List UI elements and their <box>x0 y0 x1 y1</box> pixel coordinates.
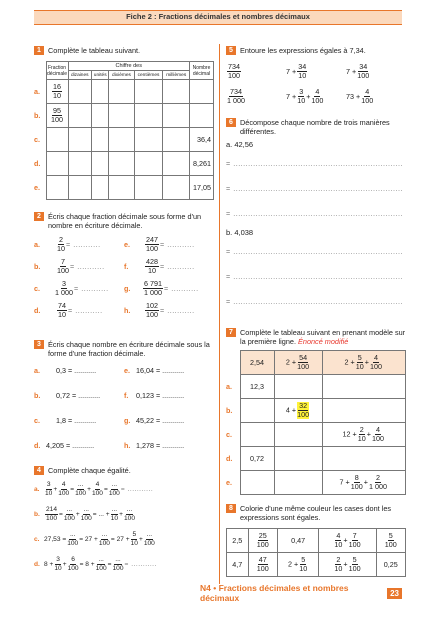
list-item: h. $\frac{102}{100}$ = ........... <box>124 301 195 319</box>
color-cell[interactable]: 2,5 <box>227 529 249 553</box>
fraction-cell[interactable] <box>46 152 68 176</box>
table-row <box>34 128 214 152</box>
decimal-cell: 17,05 <box>190 176 214 200</box>
exercise-1 <box>34 46 214 200</box>
answer-cell[interactable] <box>240 423 274 447</box>
list-item: f. $\frac{428}{10}$ = ........... <box>124 257 195 275</box>
modified-note: Énoncé modifié <box>298 337 349 346</box>
exercise-title: Écris chaque fraction décimale sous forme d'un nombre en écriture décimale. <box>48 212 202 230</box>
table-row <box>34 104 214 128</box>
answer-cell[interactable] <box>274 447 322 471</box>
color-cell[interactable]: $\frac{2}{10}$ + $\frac{5}{100}$ <box>319 553 376 577</box>
exercise-title: Écris chaque nombre en écriture décimale sous la forme d'une fraction décimale. <box>48 340 210 358</box>
row-label: e. <box>34 183 40 192</box>
answer-blank[interactable]: = ........... <box>66 240 101 249</box>
table-row: 2,54 2 + $\frac{54}{100}$ 2 + $\frac{5}{10}$ + $\frac{4}{100}$ <box>226 351 406 375</box>
exercise-title: Complète le tableau suivant en prenant modèle sur la première ligne. <box>240 328 406 346</box>
exercise-number: 4 <box>34 466 44 475</box>
col-header: unités <box>91 71 108 80</box>
list-item: e. $\frac{247}{100}$ = ........... <box>124 235 195 253</box>
expression[interactable]: 7 + $\frac{3}{10}$ + $\frac{4}{100}$ <box>286 87 324 105</box>
footer-title: N4 • Fractions décimales et nombres décimaux <box>200 583 349 603</box>
exercise-title: Colorie d'une même couleur les cases dont les expressions sont égales. <box>240 504 392 522</box>
col-header: centièmes <box>134 71 163 80</box>
conversion-grid <box>34 236 214 319</box>
decimal-cell: 36,4 <box>190 128 214 152</box>
row-label: d. <box>34 159 41 168</box>
answer-cell[interactable] <box>274 375 322 399</box>
list-item: g. 45,22 = ........... <box>124 416 185 425</box>
answer-blank[interactable]: = ........... <box>68 306 103 315</box>
color-cell[interactable]: 0,47 <box>277 529 319 553</box>
table-row: b. 4 + $\frac{32}{100}$ <box>226 399 406 423</box>
answer-line[interactable]: = .................................................................... <box>226 159 403 168</box>
answer-cell[interactable] <box>322 399 406 423</box>
exercise-number: 7 <box>226 328 236 337</box>
row-label: c. <box>34 135 40 144</box>
exercise-5 <box>226 46 406 105</box>
list-item: h. 1,278 = ........... <box>124 441 185 450</box>
decomposition-b: b. 4,038 = .................................................................... = .................................................................... = .................................................................... <box>226 228 406 306</box>
expression[interactable]: 73 + $\frac{4}{100}$ <box>346 87 374 105</box>
exercise-3 <box>34 340 214 450</box>
col-header: millièmes <box>163 71 190 80</box>
expression[interactable]: 7 + $\frac{34}{100}$ <box>346 62 370 80</box>
exercise-number: 2 <box>34 212 44 221</box>
exercise-number: 3 <box>34 340 44 349</box>
expression[interactable]: 7 + $\frac{34}{10}$ <box>286 62 307 80</box>
expression-grid <box>226 63 406 105</box>
head-chiffres: Chiffre des <box>68 62 190 71</box>
answer-blank[interactable]: = ........... <box>164 284 199 293</box>
page-header: Fiche 2 : Fractions décimales et nombres décimaux <box>34 10 402 25</box>
fraction: $\frac{16}{10}$ <box>53 82 61 100</box>
exercise-number: 8 <box>226 504 236 513</box>
decimal-table <box>34 61 214 200</box>
exercise-2 <box>34 212 214 319</box>
answer-line[interactable]: = .................................................................... <box>226 247 403 256</box>
exercise-title: Décompose chaque nombre de trois manières différentes. <box>240 118 390 136</box>
head-nombre: Nombre décimal <box>190 62 214 80</box>
exercise-number: 5 <box>226 46 236 55</box>
answer-blank[interactable]: = ........... <box>160 306 195 315</box>
expression[interactable]: $\frac{734}{1 000}$ <box>227 87 245 105</box>
answer-cell[interactable] <box>274 423 322 447</box>
list-item: g. $\frac{6 791}{1 000}$ = ........... <box>124 279 199 297</box>
table-row: e. 7 + $\frac{8}{100}$ + $\frac{2}{1 000}$ <box>226 471 406 495</box>
list-item: b. $\frac{7}{100}$ = ........... <box>34 257 105 275</box>
exercise-8 <box>226 504 406 577</box>
decimal-cell[interactable] <box>190 104 214 128</box>
coloring-table <box>226 528 406 577</box>
decomposition-a: a. 42,56 = .................................................................... = .................................................................... = .................................................................... <box>226 140 406 218</box>
list-item: a. $\frac{2}{10}$ = ........... <box>34 235 101 253</box>
answer-line[interactable]: = .................................................................... <box>226 209 403 218</box>
answer-blank[interactable]: = ........... <box>160 240 195 249</box>
color-cell[interactable]: 2 + $\frac{5}{10}$ <box>277 553 319 577</box>
color-cell[interactable]: $\frac{47}{100}$ <box>248 553 277 577</box>
answer-cell[interactable] <box>240 471 274 495</box>
answer-blank[interactable]: = ........... <box>70 262 105 271</box>
answer-cell[interactable] <box>240 399 274 423</box>
table-row: c. 12 + $\frac{2}{10}$ + $\frac{4}{100}$ <box>226 423 406 447</box>
answer-blank[interactable]: = ........... <box>160 262 195 271</box>
table-row <box>227 553 406 577</box>
page-footer <box>200 583 402 603</box>
table-row <box>34 176 214 200</box>
list-item: f. 0,123 = ........... <box>124 391 185 400</box>
model-table <box>226 350 406 495</box>
list-item: d. $\frac{74}{10}$ = ........... <box>34 301 103 319</box>
answer-cell[interactable] <box>322 375 406 399</box>
answer-line[interactable]: = .................................................................... <box>226 184 403 193</box>
table-row <box>227 529 406 553</box>
list-item: d. 4,205 = ........... <box>34 441 95 450</box>
page-number: 23 <box>387 588 402 599</box>
row-label: b. <box>34 111 41 120</box>
fraction-cell[interactable] <box>46 128 68 152</box>
equality-list <box>34 481 214 573</box>
color-cell[interactable]: $\frac{5}{100}$ <box>376 529 405 553</box>
exercise-title: Complète le tableau suivant. <box>48 46 141 55</box>
table-row <box>34 80 214 104</box>
col-header: dizaines <box>68 71 91 80</box>
answer-blank[interactable]: = ........... <box>74 284 109 293</box>
list-item: c. 1,8 = ........... <box>34 416 97 425</box>
list-item: c. $\frac{3}{1 000}$ = ........... <box>34 279 109 297</box>
conversion-grid <box>34 366 214 450</box>
list-item: c. 27,53 = $\frac{...}{100}$ = 27 + $\frac{...}{100}$ = 27 + $\frac{5}{10}$ + $\frac{...}{100}$ <box>34 531 155 547</box>
color-cell[interactable]: $\frac{4}{10}$ + $\frac{7}{100}$ <box>319 529 376 553</box>
exercise-7 <box>226 328 406 495</box>
head-fraction: Fraction décimale <box>46 62 68 80</box>
color-cell[interactable]: $\frac{25}{100}$ <box>248 529 277 553</box>
exercise-6 <box>226 118 406 306</box>
list-item: a. 0,3 = ........... <box>34 366 97 375</box>
fraction: $\frac{95}{100}$ <box>51 106 63 124</box>
list-item: b. $\frac{214}{100}$ = $\frac{...}{100}$ + $\frac{...}{100}$ = ... + $\frac{...}{10}$ + $\frac{...}{100}$ <box>34 506 136 522</box>
exercise-4 <box>34 466 214 573</box>
list-item: b. 0,72 = ........... <box>34 391 101 400</box>
answer-cell[interactable] <box>274 471 322 495</box>
column-divider <box>219 44 220 584</box>
list-item: e. 16,04 = ........... <box>124 366 185 375</box>
decimal-cell: 8,261 <box>190 152 214 176</box>
exercise-number: 1 <box>34 46 44 55</box>
table-row <box>34 152 214 176</box>
expression[interactable]: $\frac{734}{100}$ <box>228 62 240 80</box>
table-row: a. 12,3 <box>226 375 406 399</box>
exercise-number: 6 <box>226 118 236 127</box>
table-row: d. 0,72 <box>226 447 406 471</box>
decimal-cell[interactable] <box>190 80 214 104</box>
exercise-title: Complète chaque égalité. <box>48 466 131 475</box>
list-item: d. 8 + $\frac{3}{10}$ + $\frac{6}{100}$ = 8 + $\frac{...}{100}$ = $\frac{...}{100}$ = ........... <box>34 556 157 572</box>
list-item: a. $\frac{3}{10}$ + $\frac{4}{100}$ = $\frac{...}{100}$ + $\frac{4}{100}$ = $\frac{...}{100}$ = ........... <box>34 481 154 497</box>
answer-line[interactable]: = .................................................................... <box>226 297 403 306</box>
answer-cell[interactable] <box>322 447 406 471</box>
col-header: dixièmes <box>109 71 134 80</box>
color-cell[interactable]: 0,25 <box>376 553 405 577</box>
exercise-title: Entoure les expressions égales à 7,34. <box>240 46 366 55</box>
color-cell[interactable]: 4,7 <box>227 553 249 577</box>
fraction-cell[interactable] <box>46 176 68 200</box>
row-label: a. <box>34 87 40 96</box>
answer-line[interactable]: = .................................................................... <box>226 272 403 281</box>
